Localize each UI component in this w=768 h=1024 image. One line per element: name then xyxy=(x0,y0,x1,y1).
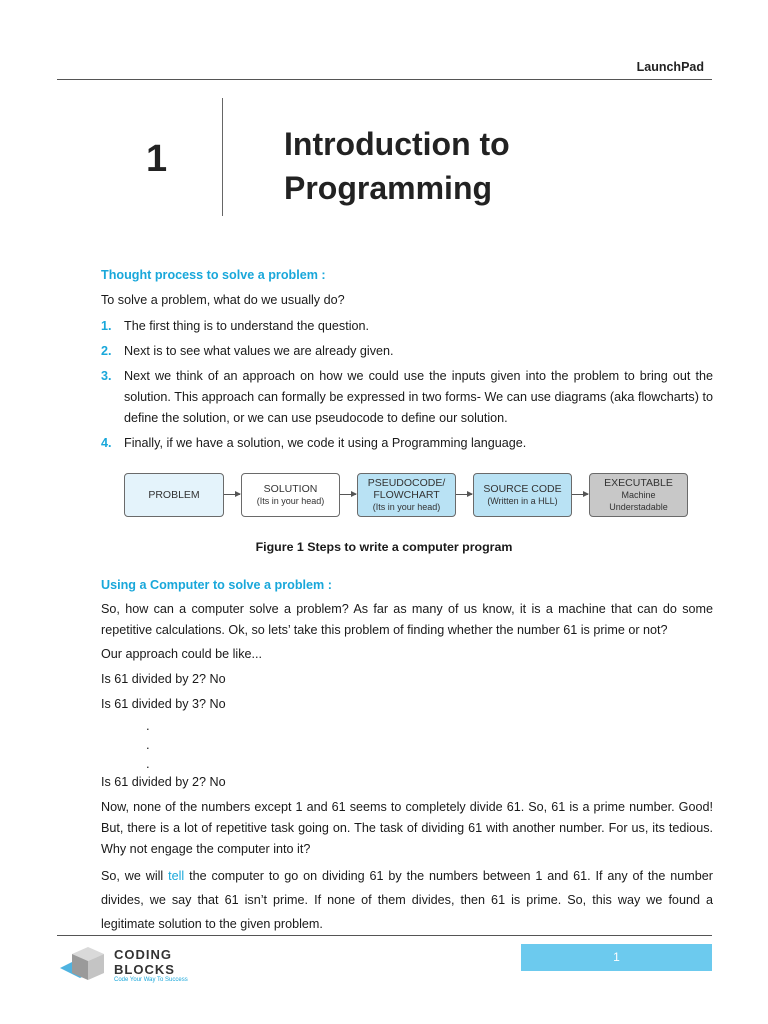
flow-box-executable xyxy=(589,473,688,517)
dot: . xyxy=(146,737,150,752)
division-line-2: Is 61 divided by 3? No xyxy=(101,697,226,711)
section2 xyxy=(101,578,713,715)
footer-rule xyxy=(57,935,712,936)
section2-paragraph2: Our approach could be like... xyxy=(101,647,263,661)
logo-text-line1: CODING xyxy=(114,947,172,962)
list-item xyxy=(101,341,713,362)
header-rule xyxy=(57,79,712,80)
list-item xyxy=(101,366,713,429)
flow-box-label: SOLUTION xyxy=(263,483,318,495)
page-number: 1 xyxy=(521,944,712,971)
list-item xyxy=(101,316,713,337)
chapter-title xyxy=(284,122,510,210)
chapter-title-line2: Programming xyxy=(284,170,493,206)
chapter-title-line1: Introduction to xyxy=(284,126,510,162)
flow-box-label: PSEUDOCODE/ xyxy=(367,477,446,489)
list-number: 2. xyxy=(101,344,112,358)
logo-text-line2: BLOCKS xyxy=(114,962,175,977)
list-text: Next we think of an approach on how we could use the inputs given into the problem to bring out the solution. This approach can formally be expressed in two forms- We can use diagrams (aka flowcharts) to define the solution, or we can use pseudocode to define our solution. xyxy=(124,369,713,425)
flow-box-sublabel: Machine xyxy=(621,490,656,500)
list-number: 4. xyxy=(101,436,112,450)
flow-box-label2: FLOWCHART xyxy=(373,489,440,501)
figure-caption: Figure 1 Steps to write a computer program xyxy=(255,540,513,554)
flow-box-sublabel: (Its in your head) xyxy=(256,496,325,506)
section2-paragraph4 xyxy=(101,864,713,936)
section1 xyxy=(101,268,713,458)
brand-name: LaunchPad xyxy=(636,60,704,74)
flow-box-problem xyxy=(124,473,224,517)
flow-box-label: EXECUTABLE xyxy=(604,477,673,489)
dot: . xyxy=(146,718,150,733)
flow-box-sublabel: (Its in your head) xyxy=(372,502,441,512)
division-line-1: Is 61 divided by 2? No xyxy=(101,672,226,686)
dot: . xyxy=(146,756,150,771)
division-line-3: Is 61 divided by 2? No xyxy=(101,775,226,789)
list-item xyxy=(101,433,713,454)
tell-link[interactable]: tell xyxy=(168,869,185,883)
flow-box-sublabel: (Written in a HLL) xyxy=(487,496,558,506)
ellipsis-dots xyxy=(146,716,150,773)
section2-paragraph1: So, how can a computer solve a problem? As far as many of us know, it is a machine that can do some repetitive calculations. Ok, so lets’ take this problem of finding whether the number 61 is prime or not? xyxy=(101,602,713,637)
chapter-number: 1 xyxy=(146,138,168,180)
list-text: The first thing is to understand the question. xyxy=(124,319,370,333)
flow-arrow xyxy=(340,494,356,495)
section1-intro: To solve a problem, what do we usually do? xyxy=(101,293,345,307)
flow-box-source-code xyxy=(473,473,572,517)
flow-box-label: PROBLEM xyxy=(148,489,200,501)
list-number: 1. xyxy=(101,319,112,333)
list-text: Finally, if we have a solution, we code it using a Programming language. xyxy=(124,436,527,450)
list-text: Next is to see what values we are already given. xyxy=(124,344,394,358)
section2-paragraph3: Now, none of the numbers except 1 and 61 seems to completely divide 61. So, 61 is a prime number. Good! But, there is a lot of repetitive task going on. The task of dividing 61 with another number. For us, its tedious. Why not engage the computer into it? xyxy=(101,800,713,856)
list-number: 3. xyxy=(101,369,112,383)
paragraph4-end: the computer to go on dividing 61 by the numbers between 1 and 61. If any of the number divides, we say that 61 isn’t prime. If none of them divides, then 61 is prime. So, this way we found a legitimate solution to the given problem. xyxy=(101,869,713,931)
section2-continued xyxy=(101,772,713,936)
section1-heading: Thought process to solve a problem : xyxy=(101,268,326,282)
section2-heading: Using a Computer to solve a problem : xyxy=(101,578,332,592)
flow-box-pseudocode xyxy=(357,473,456,517)
paragraph4-start: So, we will xyxy=(101,869,169,883)
flow-arrow xyxy=(224,494,240,495)
flowchart xyxy=(124,469,724,525)
logo-tagline: Code Your Way To Success xyxy=(114,977,188,983)
flow-box-solution xyxy=(241,473,340,517)
steps-list xyxy=(101,316,713,454)
flow-box-label: SOURCE CODE xyxy=(483,483,562,495)
flow-box-sublabel2: Understadable xyxy=(609,502,668,512)
flow-arrow xyxy=(572,494,588,495)
chapter-divider xyxy=(222,98,223,216)
flow-arrow xyxy=(456,494,472,495)
